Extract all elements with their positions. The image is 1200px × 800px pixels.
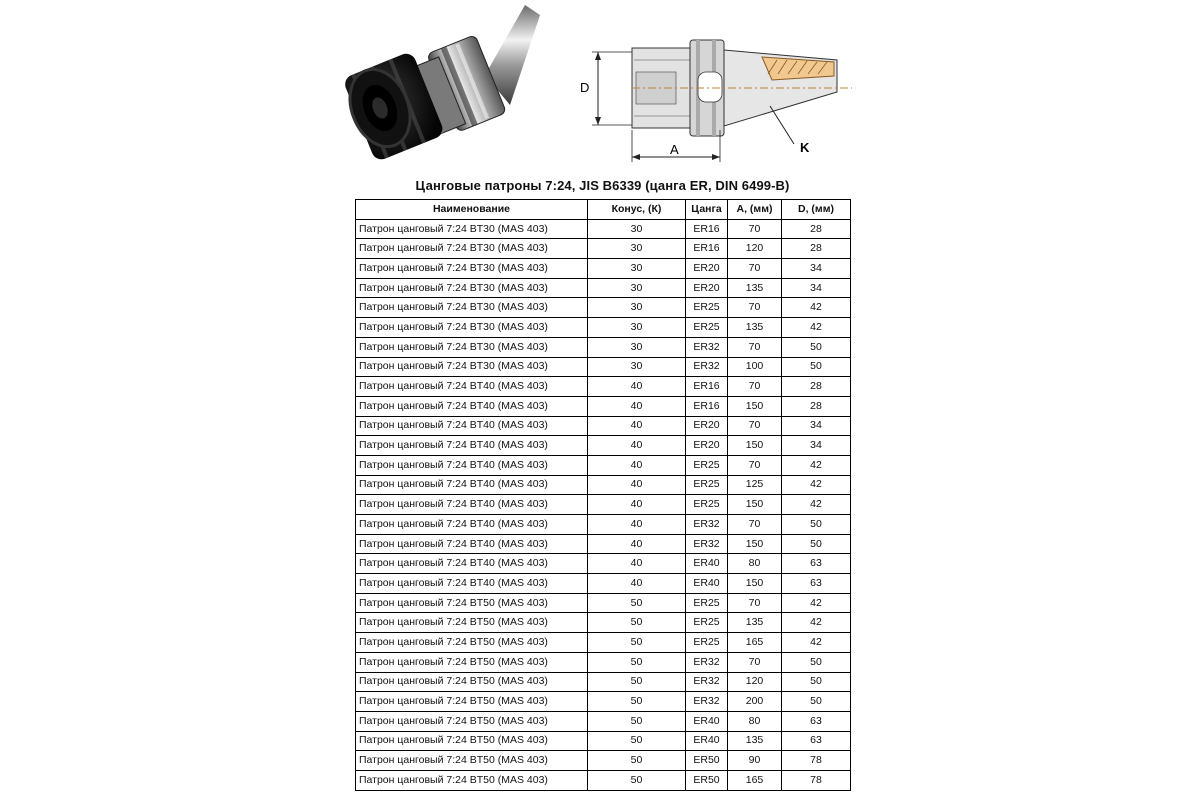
cell-d: 63 — [782, 711, 851, 731]
cell-d: 42 — [782, 593, 851, 613]
cell-collet: ER40 — [686, 731, 728, 751]
table-row — [356, 357, 851, 377]
cell-cone: 30 — [588, 357, 686, 377]
cell-a: 135 — [728, 731, 782, 751]
table-row — [356, 416, 851, 436]
cell-a: 150 — [728, 436, 782, 456]
cell-d: 50 — [782, 534, 851, 554]
table-row — [356, 751, 851, 771]
cell-name: Патрон цанговый 7:24 BT30 (MAS 403) — [356, 318, 588, 338]
cell-d: 50 — [782, 672, 851, 692]
cell-collet: ER25 — [686, 495, 728, 515]
table-row — [356, 278, 851, 298]
table-title: Цанговые патроны 7:24, JIS B6339 (цанга ER, DIN 6499-B) — [415, 178, 790, 193]
cell-cone: 30 — [588, 239, 686, 259]
cell-a: 70 — [728, 593, 782, 613]
cell-cone: 30 — [588, 278, 686, 298]
cell-collet: ER16 — [686, 396, 728, 416]
header-d: D, (мм) — [782, 200, 851, 220]
header-a: А, (мм) — [728, 200, 782, 220]
cell-cone: 40 — [588, 574, 686, 594]
table-row — [356, 672, 851, 692]
cell-collet: ER25 — [686, 593, 728, 613]
cell-name: Патрон цанговый 7:24 BT30 (MAS 403) — [356, 298, 588, 318]
cell-collet: ER25 — [686, 318, 728, 338]
cell-cone: 50 — [588, 751, 686, 771]
cell-name: Патрон цанговый 7:24 BT40 (MAS 403) — [356, 475, 588, 495]
table-row — [356, 239, 851, 259]
cell-cone: 30 — [588, 318, 686, 338]
cell-collet: ER16 — [686, 219, 728, 239]
cell-a: 70 — [728, 219, 782, 239]
table-row — [356, 455, 851, 475]
cell-cone: 50 — [588, 672, 686, 692]
cell-cone: 50 — [588, 593, 686, 613]
collet-chuck-photo — [335, 0, 565, 172]
cell-a: 165 — [728, 633, 782, 653]
table-row — [356, 534, 851, 554]
cell-d: 78 — [782, 770, 851, 790]
cell-a: 150 — [728, 495, 782, 515]
table-row — [356, 436, 851, 456]
cell-a: 70 — [728, 455, 782, 475]
cell-cone: 40 — [588, 416, 686, 436]
cell-name: Патрон цанговый 7:24 BT40 (MAS 403) — [356, 574, 588, 594]
cell-d: 42 — [782, 298, 851, 318]
cell-collet: ER16 — [686, 377, 728, 397]
cell-collet: ER20 — [686, 436, 728, 456]
cell-a: 100 — [728, 357, 782, 377]
cell-name: Патрон цанговый 7:24 BT40 (MAS 403) — [356, 455, 588, 475]
cell-name: Патрон цанговый 7:24 BT50 (MAS 403) — [356, 770, 588, 790]
cell-collet: ER32 — [686, 337, 728, 357]
cell-cone: 30 — [588, 259, 686, 279]
cell-d: 28 — [782, 219, 851, 239]
cell-collet: ER32 — [686, 515, 728, 535]
table-row — [356, 259, 851, 279]
label-d: D — [580, 80, 590, 95]
cell-collet: ER50 — [686, 751, 728, 771]
cell-d: 63 — [782, 554, 851, 574]
cell-cone: 40 — [588, 396, 686, 416]
cell-name: Патрон цанговый 7:24 BT40 (MAS 403) — [356, 495, 588, 515]
cell-name: Патрон цанговый 7:24 BT30 (MAS 403) — [356, 357, 588, 377]
header-collet: Цанга — [686, 200, 728, 220]
cell-a: 120 — [728, 239, 782, 259]
cell-name: Патрон цанговый 7:24 BT40 (MAS 403) — [356, 377, 588, 397]
cell-collet: ER20 — [686, 259, 728, 279]
cell-cone: 40 — [588, 436, 686, 456]
cell-name: Патрон цанговый 7:24 BT50 (MAS 403) — [356, 652, 588, 672]
cell-d: 42 — [782, 495, 851, 515]
cell-collet: ER25 — [686, 475, 728, 495]
cell-name: Патрон цанговый 7:24 BT30 (MAS 403) — [356, 239, 588, 259]
header-row — [356, 200, 851, 220]
cell-d: 42 — [782, 613, 851, 633]
cell-d: 34 — [782, 436, 851, 456]
cell-d: 50 — [782, 692, 851, 712]
cell-name: Патрон цанговый 7:24 BT40 (MAS 403) — [356, 554, 588, 574]
cell-d: 28 — [782, 377, 851, 397]
cell-d: 28 — [782, 239, 851, 259]
cell-name: Патрон цанговый 7:24 BT50 (MAS 403) — [356, 613, 588, 633]
cell-a: 135 — [728, 318, 782, 338]
cell-d: 34 — [782, 416, 851, 436]
table-row — [356, 770, 851, 790]
table-row — [356, 298, 851, 318]
cell-name: Патрон цанговый 7:24 BT30 (MAS 403) — [356, 259, 588, 279]
label-k: K — [800, 140, 810, 155]
table-row — [356, 337, 851, 357]
cell-name: Патрон цанговый 7:24 BT30 (MAS 403) — [356, 219, 588, 239]
cell-name: Патрон цанговый 7:24 BT30 (MAS 403) — [356, 278, 588, 298]
cell-cone: 30 — [588, 337, 686, 357]
cell-cone: 40 — [588, 455, 686, 475]
cell-cone: 50 — [588, 613, 686, 633]
cell-name: Патрон цанговый 7:24 BT50 (MAS 403) — [356, 731, 588, 751]
cell-name: Патрон цанговый 7:24 BT40 (MAS 403) — [356, 416, 588, 436]
cell-d: 42 — [782, 633, 851, 653]
cell-cone: 50 — [588, 711, 686, 731]
cell-cone: 30 — [588, 219, 686, 239]
cell-cone: 50 — [588, 770, 686, 790]
table-row — [356, 692, 851, 712]
cell-d: 78 — [782, 751, 851, 771]
cell-name: Патрон цанговый 7:24 BT40 (MAS 403) — [356, 396, 588, 416]
cell-collet: ER20 — [686, 416, 728, 436]
cell-name: Патрон цанговый 7:24 BT50 (MAS 403) — [356, 751, 588, 771]
cell-d: 34 — [782, 278, 851, 298]
cell-collet: ER40 — [686, 711, 728, 731]
header-name: Наименование — [356, 200, 588, 220]
cell-d: 42 — [782, 318, 851, 338]
cell-cone: 30 — [588, 298, 686, 318]
cell-collet: ER16 — [686, 239, 728, 259]
cell-name: Патрон цанговый 7:24 BT50 (MAS 403) — [356, 593, 588, 613]
cell-collet: ER40 — [686, 554, 728, 574]
cell-cone: 40 — [588, 377, 686, 397]
cell-a: 80 — [728, 554, 782, 574]
table-row — [356, 711, 851, 731]
table-row — [356, 652, 851, 672]
cell-a: 90 — [728, 751, 782, 771]
cell-name: Патрон цанговый 7:24 BT30 (MAS 403) — [356, 337, 588, 357]
table-row — [356, 475, 851, 495]
header-cone: Конус, (К) — [588, 200, 686, 220]
cell-cone: 40 — [588, 495, 686, 515]
table-row — [356, 731, 851, 751]
cell-cone: 40 — [588, 475, 686, 495]
cell-collet: ER50 — [686, 770, 728, 790]
label-a: A — [670, 142, 679, 157]
cell-a: 70 — [728, 337, 782, 357]
cell-a: 80 — [728, 711, 782, 731]
cell-collet: ER40 — [686, 574, 728, 594]
cell-collet: ER32 — [686, 652, 728, 672]
table-row — [356, 633, 851, 653]
cell-d: 42 — [782, 475, 851, 495]
cell-d: 28 — [782, 396, 851, 416]
cell-collet: ER32 — [686, 692, 728, 712]
table-row — [356, 574, 851, 594]
cell-name: Патрон цанговый 7:24 BT40 (MAS 403) — [356, 436, 588, 456]
cell-cone: 40 — [588, 515, 686, 535]
cell-a: 125 — [728, 475, 782, 495]
cell-d: 34 — [782, 259, 851, 279]
cell-name: Патрон цанговый 7:24 BT50 (MAS 403) — [356, 711, 588, 731]
cell-collet: ER32 — [686, 357, 728, 377]
cell-collet: ER25 — [686, 613, 728, 633]
cell-a: 70 — [728, 377, 782, 397]
cell-a: 165 — [728, 770, 782, 790]
cell-cone: 50 — [588, 692, 686, 712]
table-row — [356, 515, 851, 535]
cell-d: 50 — [782, 337, 851, 357]
cell-d: 50 — [782, 652, 851, 672]
cell-d: 50 — [782, 515, 851, 535]
cell-a: 150 — [728, 534, 782, 554]
cell-a: 120 — [728, 672, 782, 692]
table-row — [356, 495, 851, 515]
table-row — [356, 377, 851, 397]
cell-a: 135 — [728, 278, 782, 298]
cell-collet: ER25 — [686, 455, 728, 475]
cell-collet: ER20 — [686, 278, 728, 298]
cell-d: 42 — [782, 455, 851, 475]
table-row — [356, 593, 851, 613]
cell-a: 150 — [728, 574, 782, 594]
cell-a: 70 — [728, 259, 782, 279]
cell-a: 135 — [728, 613, 782, 633]
cell-collet: ER25 — [686, 633, 728, 653]
cell-a: 70 — [728, 515, 782, 535]
cell-d: 63 — [782, 731, 851, 751]
cell-collet: ER25 — [686, 298, 728, 318]
cell-d: 50 — [782, 357, 851, 377]
cell-collet: ER32 — [686, 672, 728, 692]
table-row — [356, 613, 851, 633]
cell-name: Патрон цанговый 7:24 BT40 (MAS 403) — [356, 515, 588, 535]
cell-name: Патрон цанговый 7:24 BT40 (MAS 403) — [356, 534, 588, 554]
cell-cone: 50 — [588, 633, 686, 653]
cell-a: 70 — [728, 416, 782, 436]
cell-collet: ER32 — [686, 534, 728, 554]
cell-cone: 40 — [588, 534, 686, 554]
cell-a: 70 — [728, 652, 782, 672]
cell-name: Патрон цанговый 7:24 BT50 (MAS 403) — [356, 672, 588, 692]
table-row — [356, 396, 851, 416]
cell-name: Патрон цанговый 7:24 BT50 (MAS 403) — [356, 692, 588, 712]
technical-drawing — [572, 30, 862, 165]
cell-name: Патрон цанговый 7:24 BT50 (MAS 403) — [356, 633, 588, 653]
cell-cone: 50 — [588, 731, 686, 751]
table-row — [356, 318, 851, 338]
table-row — [356, 219, 851, 239]
cell-a: 150 — [728, 396, 782, 416]
cell-a: 200 — [728, 692, 782, 712]
cell-a: 70 — [728, 298, 782, 318]
table-row — [356, 554, 851, 574]
cell-cone: 50 — [588, 652, 686, 672]
cell-cone: 40 — [588, 554, 686, 574]
cell-d: 63 — [782, 574, 851, 594]
specification-table — [355, 199, 851, 791]
